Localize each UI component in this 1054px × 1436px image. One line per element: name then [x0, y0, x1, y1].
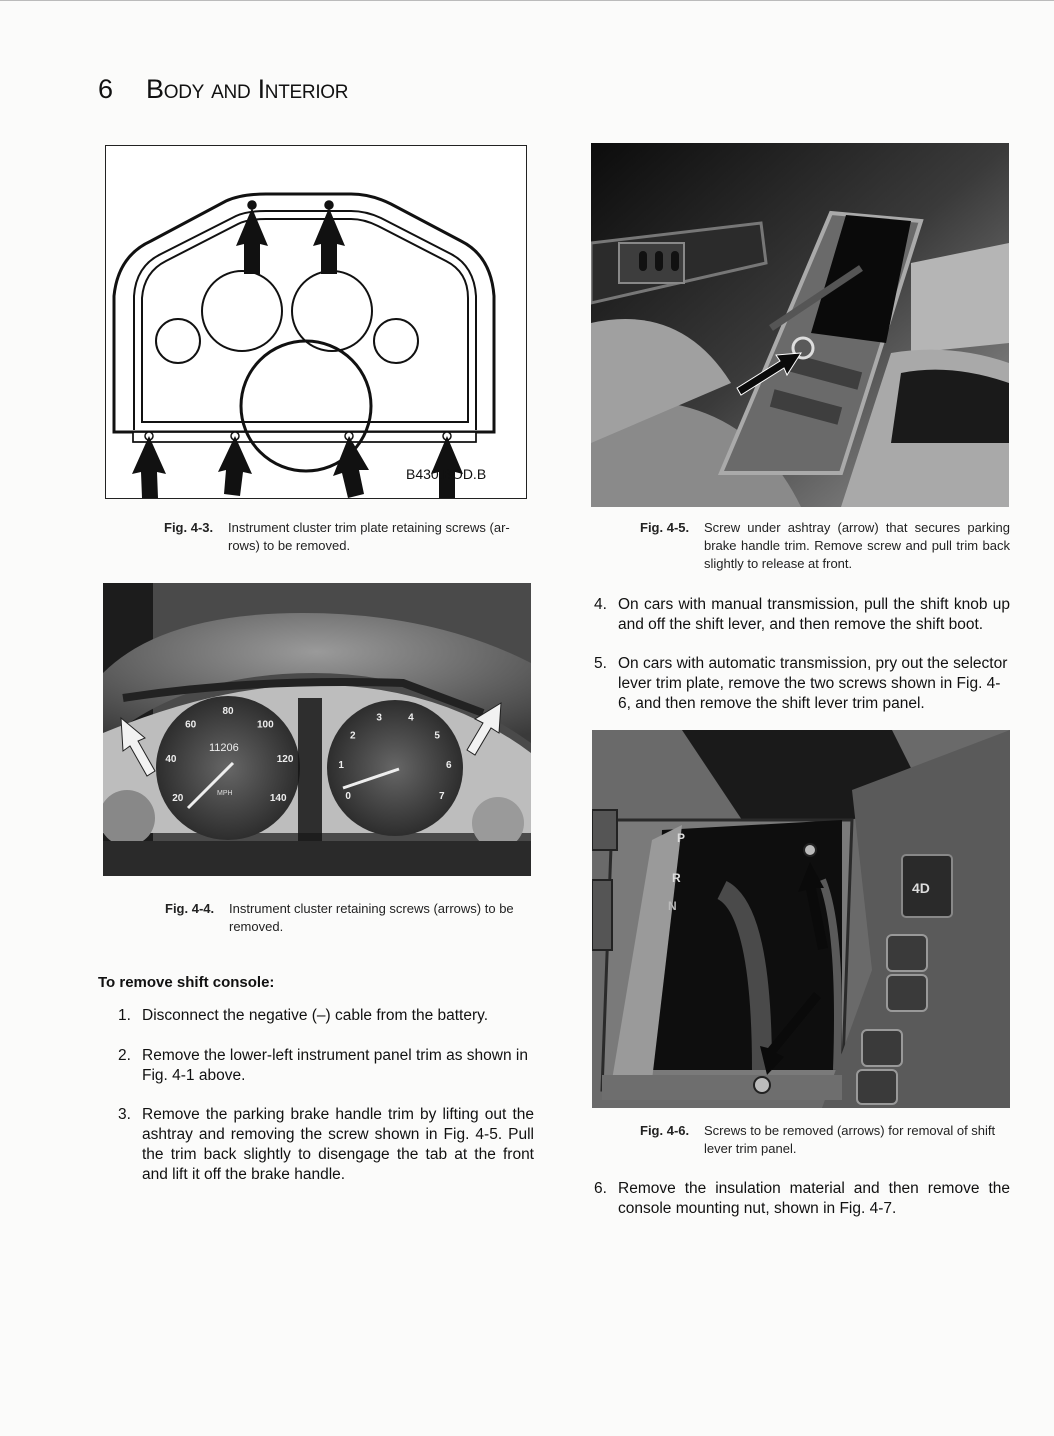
arrow-icon	[236, 208, 268, 274]
arrow-icon	[132, 436, 166, 498]
dial-tick-label: 2	[350, 730, 356, 742]
speed-unit-label: MPH	[217, 790, 233, 797]
step-item	[118, 1105, 534, 1185]
caption-text: Screws to be removed (arrows) for removal of shift lever trim panel.	[704, 1123, 996, 1156]
dial-tick-label: 6	[446, 760, 452, 771]
screw-icon	[248, 201, 256, 209]
figure-label: Fig. 4-4.	[165, 901, 215, 916]
caption-text: Screw under ashtray (arrow) that secures parking brake handle trim. Remove screw and pull trim back slightly to release at front.	[704, 520, 1010, 571]
dial-tick-label: 4	[408, 712, 414, 724]
gauge-left-small	[156, 319, 200, 363]
step-item	[118, 1006, 538, 1026]
gauge-speedometer	[202, 271, 282, 351]
step-item	[594, 595, 1010, 635]
dial-tick-label: 120	[276, 753, 294, 765]
figure-4-4-photo	[103, 583, 531, 876]
figure-4-5-photo	[591, 143, 1009, 507]
figure-4-6-photo	[592, 730, 1010, 1108]
page-header	[98, 74, 348, 105]
caption-text: Instrument cluster retaining screws (arrows) to be removed.	[229, 901, 514, 934]
dial-tick-label: 1	[338, 760, 344, 771]
dial-tick-label: 0	[345, 791, 351, 802]
dial-tick-label: 20	[172, 793, 184, 804]
caption-text: Instrument cluster trim plate retaining screws (ar-rows) to be removed.	[228, 520, 510, 553]
figure-4-3-drawing	[105, 145, 527, 499]
arrow-icon	[218, 436, 252, 496]
step-number: 1.	[118, 1007, 131, 1024]
dial-tick-label: 100	[256, 719, 274, 731]
figure-4-4-caption	[165, 900, 535, 936]
arrow-icon	[333, 436, 369, 498]
trim-plate	[133, 432, 476, 442]
step-text: On cars with manual transmission, pull the shift knob up and off the shift lever, and then remove the shift boot.	[618, 596, 1010, 633]
step-text: Remove the parking brake handle trim by lifting out the ashtray and removing the screw shown in Fig. 4-5. Pull the trim back slightly to disengage the tab at the front and lift it off the brake handle.	[142, 1106, 534, 1183]
step-number: 2.	[118, 1047, 131, 1064]
page-number: 6	[98, 74, 113, 104]
dial-tick-label: 80	[222, 706, 234, 717]
step-text: On cars with automatic transmission, pry out the selector lever trim plate, remove the two screws shown in Fig. 4-6, and then remove the shift lever trim panel.	[618, 655, 1008, 712]
arrow-icon	[313, 208, 345, 274]
screw-icon	[754, 1077, 770, 1093]
dial-tick-label: 40	[165, 753, 177, 765]
step-item	[118, 1046, 538, 1086]
step-number: 3.	[118, 1106, 131, 1123]
gauge-tachometer	[292, 271, 372, 351]
step-text: Disconnect the negative (–) cable from the battery.	[142, 1007, 489, 1024]
dial-tick-label: 5	[434, 730, 440, 742]
gear-letter-p: P	[677, 831, 686, 845]
page-top-edge	[0, 0, 1054, 1]
ashtray-photo	[591, 143, 1009, 507]
odometer-readout: 11206	[209, 742, 239, 754]
step-number: 6.	[594, 1180, 607, 1197]
drawing-code: B430.BOD.B	[406, 466, 487, 482]
dial-tick-label: 7	[439, 791, 445, 802]
dial-tick-label: 140	[269, 793, 287, 804]
switch-label: 4D	[912, 880, 930, 896]
instrument-cluster-photo	[103, 583, 531, 876]
step-item	[594, 654, 1010, 714]
figure-4-6-caption	[640, 1122, 1010, 1158]
procedure-heading: To remove shift console:	[98, 974, 275, 991]
step-text: Remove the insulation material and then remove the console mounting nut, shown in Fig. 4-7.	[618, 1180, 1010, 1217]
step-number: 5.	[594, 655, 607, 672]
figure-label: Fig. 4-6.	[640, 1123, 690, 1138]
dial-tick-label: 60	[185, 719, 197, 731]
tachometer-dial	[327, 700, 463, 836]
gauge-right-small	[374, 319, 418, 363]
figure-label: Fig. 4-5.	[640, 520, 690, 535]
gear-letter-r: R	[672, 871, 681, 885]
section-title: Body and Interior	[146, 74, 349, 104]
screw-icon	[804, 844, 816, 856]
figure-4-3-caption	[164, 519, 534, 555]
step-item	[594, 1179, 1010, 1219]
figure-4-5-caption	[640, 519, 1010, 573]
screw-icon	[325, 201, 333, 209]
cluster-housing-outline	[114, 194, 494, 432]
figure-label: Fig. 4-3.	[164, 520, 214, 535]
step-text: Remove the lower-left instrument panel trim as shown in Fig. 4-1 above.	[142, 1047, 528, 1084]
instrument-cluster-diagram	[106, 146, 526, 498]
shift-lever-photo	[592, 730, 1010, 1108]
gear-letter-n: N	[668, 899, 677, 913]
dial-tick-label: 3	[376, 712, 382, 724]
step-number: 4.	[594, 596, 607, 613]
cluster-face-outline	[142, 219, 468, 422]
